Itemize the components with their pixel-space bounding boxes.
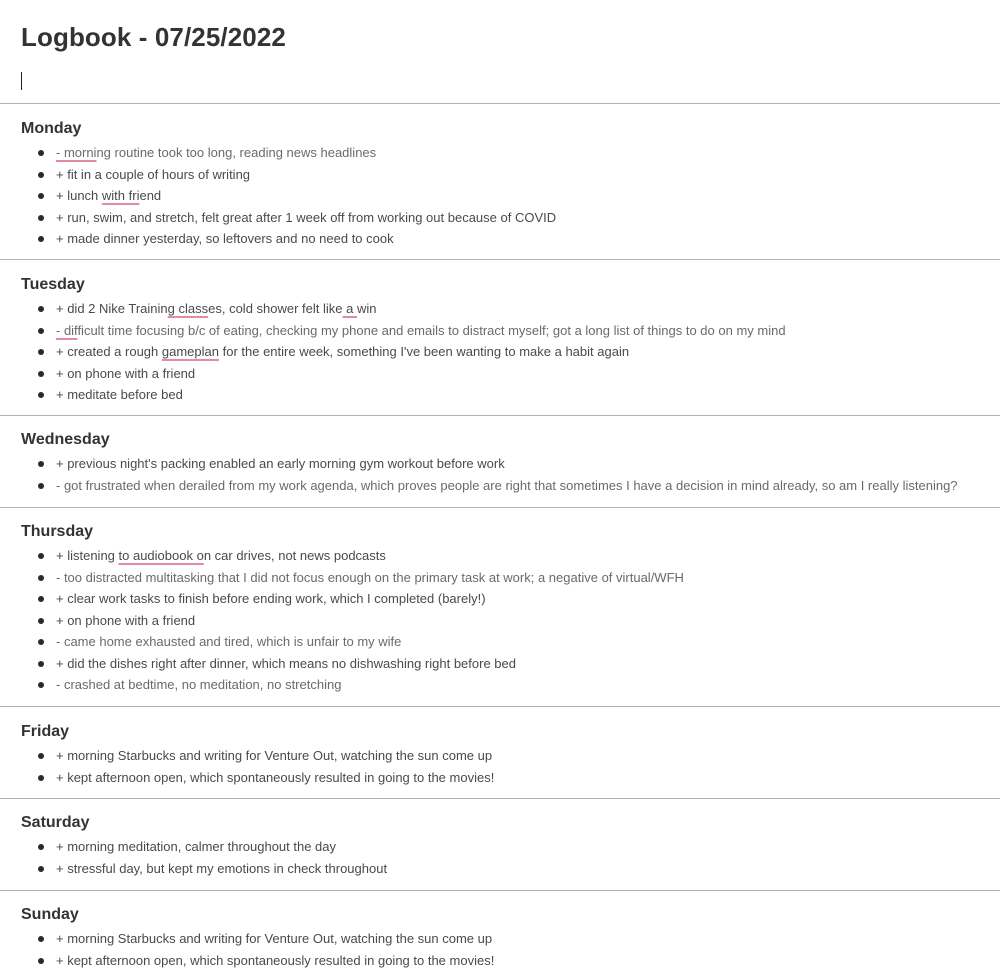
list-item[interactable]	[0, 453, 1000, 475]
list-item[interactable]	[0, 341, 1000, 363]
entry-text: + listening to audiobook on car drives, not news podcasts	[56, 548, 386, 563]
section-divider	[0, 706, 1000, 707]
entry-text: - crashed at bedtime, no meditation, no stretching	[56, 677, 342, 692]
list-item[interactable]	[0, 674, 1000, 696]
entry-text: + kept afternoon open, which spontaneously resulted in going to the movies!	[56, 769, 495, 785]
bullet-icon	[38, 461, 44, 467]
entry-list	[0, 928, 1000, 971]
day-section-monday	[0, 119, 1000, 250]
entry-text: + lunch with friend	[56, 188, 162, 203]
bullet-icon	[38, 775, 44, 781]
list-item[interactable]	[0, 836, 1000, 858]
entry-text: - morning routine took too long, reading news headlines	[56, 145, 377, 160]
day-section-wednesday	[0, 430, 1000, 496]
entry-text: - came home exhausted and tired, which is unfair to my wife	[56, 634, 402, 649]
entry-list	[0, 298, 1000, 406]
bullet-icon	[38, 306, 44, 312]
entry-text: + created a rough gameplan for the entire week, something I've been wanting to make a habit again	[56, 344, 630, 359]
entry-text: + clear work tasks to finish before ending work, which I completed (barely!)	[56, 591, 486, 606]
day-section-sunday	[0, 905, 1000, 971]
bullet-icon	[38, 639, 44, 645]
text-cursor	[21, 72, 22, 90]
bullet-icon	[38, 866, 44, 872]
bullet-icon	[38, 844, 44, 850]
day-section-saturday	[0, 813, 1000, 879]
entry-text: + did the dishes right after dinner, which means no dishwashing right before bed	[56, 655, 516, 671]
entry-text: + did 2 Nike Training classes, cold shower felt like a win	[56, 301, 377, 316]
list-item[interactable]	[0, 545, 1000, 567]
bullet-icon	[38, 958, 44, 964]
entry-list	[0, 453, 1000, 496]
list-item[interactable]	[0, 320, 1000, 342]
list-item[interactable]	[0, 858, 1000, 880]
spellcheck-underline: - morni	[56, 145, 97, 160]
list-item[interactable]	[0, 631, 1000, 653]
bullet-icon	[38, 172, 44, 178]
entry-text: + previous night's packing enabled an early morning gym workout before work	[56, 456, 505, 471]
day-heading: Thursday	[21, 523, 94, 540]
list-item[interactable]	[0, 928, 1000, 950]
bullet-icon	[38, 193, 44, 199]
bullet-icon	[38, 371, 44, 377]
bullet-icon	[38, 618, 44, 624]
entry-list	[0, 836, 1000, 879]
list-item[interactable]	[0, 745, 1000, 767]
list-item[interactable]	[0, 767, 1000, 789]
bullet-icon	[38, 392, 44, 398]
list-item[interactable]	[0, 207, 1000, 229]
day-heading: Tuesday	[21, 276, 85, 293]
entry-text: + on phone with a friend	[56, 612, 196, 628]
spellcheck-underline: a	[342, 301, 357, 316]
day-heading: Sunday	[21, 906, 79, 923]
day-section-tuesday	[0, 275, 1000, 406]
entry-text: + morning Starbucks and writing for Venture Out, watching the sun come up	[56, 931, 493, 946]
list-item[interactable]	[0, 950, 1000, 972]
spellcheck-underline: gameplan	[161, 344, 219, 359]
entry-list	[0, 142, 1000, 250]
bullet-icon	[38, 349, 44, 355]
list-item[interactable]	[0, 610, 1000, 632]
entry-text: + kept afternoon open, which spontaneously resulted in going to the movies!	[56, 952, 495, 968]
section-divider	[0, 103, 1000, 104]
spellcheck-underline: with fri	[101, 188, 140, 203]
list-item[interactable]	[0, 384, 1000, 406]
bullet-icon	[38, 483, 44, 489]
bullet-icon	[38, 661, 44, 667]
entry-text: + morning meditation, calmer throughout the day	[56, 839, 337, 854]
entry-text: - got frustrated when derailed from my work agenda, which proves people are right that sometimes I have a decision in mind already, so am I really listening?	[56, 477, 958, 493]
list-item[interactable]	[0, 567, 1000, 589]
bullet-icon	[38, 215, 44, 221]
spellcheck-underline: g class	[167, 301, 209, 316]
day-heading: Wednesday	[21, 431, 110, 448]
list-item[interactable]	[0, 142, 1000, 164]
section-divider	[0, 415, 1000, 416]
list-item[interactable]	[0, 475, 1000, 497]
entry-text: + made dinner yesterday, so leftovers and no need to cook	[56, 231, 394, 246]
list-item[interactable]	[0, 164, 1000, 186]
day-heading: Monday	[21, 120, 82, 137]
day-heading: Saturday	[21, 814, 90, 831]
section-divider	[0, 259, 1000, 260]
spellcheck-underline: - dif	[56, 322, 78, 338]
list-item[interactable]	[0, 228, 1000, 250]
bullet-icon	[38, 936, 44, 942]
section-divider	[0, 798, 1000, 799]
day-heading: Friday	[21, 723, 70, 740]
entry-text: - too distracted multitasking that I did not focus enough on the primary task at work; a negative of virtual/WFH	[56, 569, 684, 585]
bullet-icon	[38, 236, 44, 242]
list-item[interactable]	[0, 653, 1000, 675]
section-divider	[0, 507, 1000, 508]
list-item[interactable]	[0, 363, 1000, 385]
bullet-icon	[38, 596, 44, 602]
bullet-icon	[38, 328, 44, 334]
bullet-icon	[38, 753, 44, 759]
entry-list	[0, 545, 1000, 696]
list-item[interactable]	[0, 185, 1000, 207]
entry-text: + morning Starbucks and writing for Venture Out, watching the sun come up	[56, 748, 493, 763]
bullet-icon	[38, 682, 44, 688]
entry-text: - difficult time focusing b/c of eating, checking my phone and emails to distract myself; got a long list of things to do on my mind	[56, 322, 786, 338]
bullet-icon	[38, 150, 44, 156]
section-divider	[0, 890, 1000, 891]
page-title: Logbook - 07/25/2022	[21, 22, 286, 52]
entry-text: + fit in a couple of hours of writing	[56, 166, 251, 182]
entry-text: + run, swim, and stretch, felt great after 1 week off from working out because of COVID	[56, 209, 557, 225]
day-section-thursday	[0, 522, 1000, 696]
entry-text: + on phone with a friend	[56, 365, 196, 381]
list-item[interactable]	[0, 298, 1000, 320]
entry-list	[0, 745, 1000, 788]
entry-text: + stressful day, but kept my emotions in check throughout	[56, 860, 388, 876]
entry-text: + meditate before bed	[56, 387, 183, 402]
day-section-friday	[0, 722, 1000, 788]
bullet-icon	[38, 553, 44, 559]
bullet-icon	[38, 575, 44, 581]
list-item[interactable]	[0, 588, 1000, 610]
spellcheck-underline: to audiobook o	[118, 548, 204, 563]
